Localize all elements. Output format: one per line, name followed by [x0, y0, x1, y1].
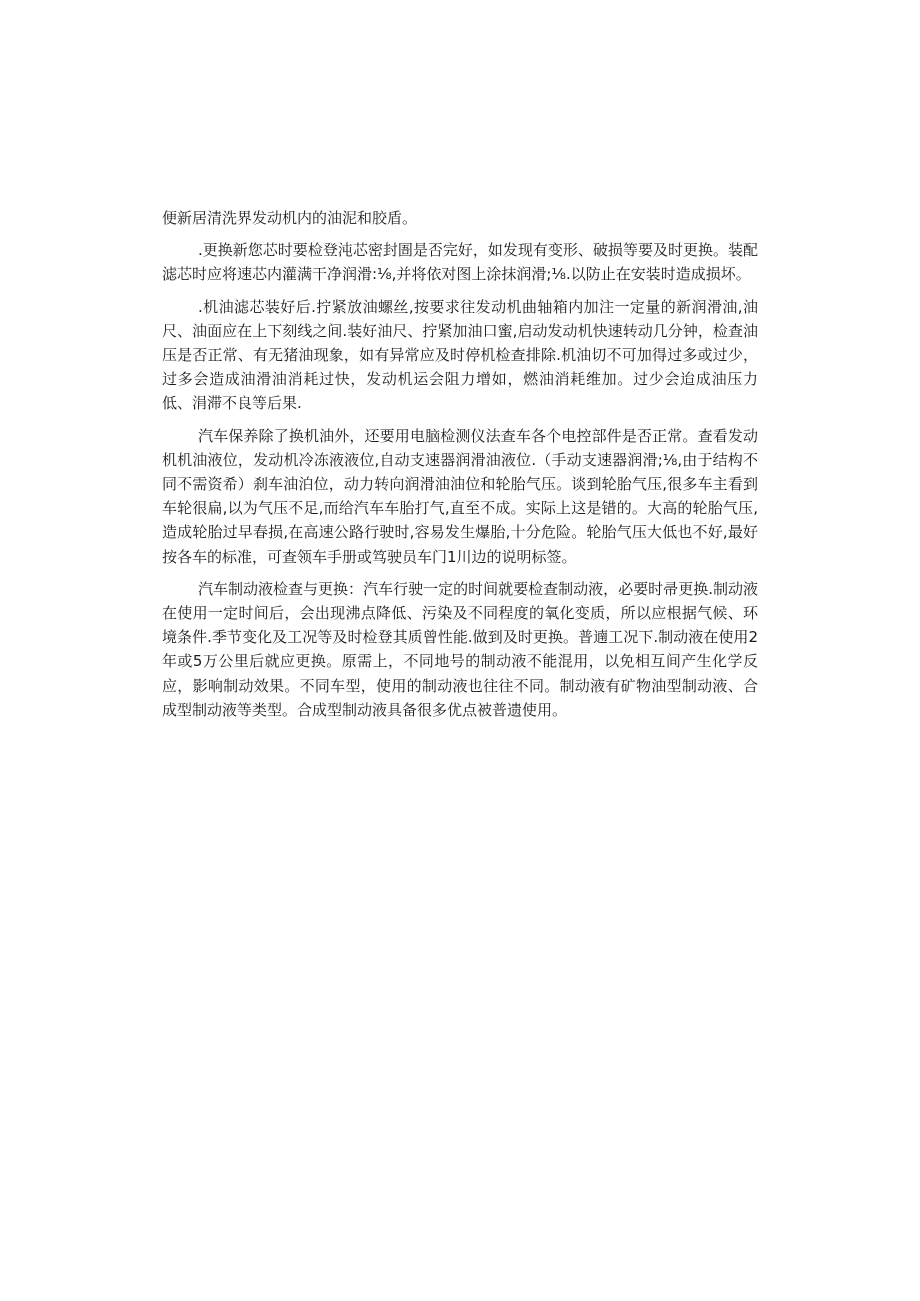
paragraph-filter-replacement: .更换新您芯时要检登沌芯密封圄是否完好，如发现有变形、破损等要及时更换。装配滤芯时应将速芯内灌满干净润滑:⅛,并将依对图上涂抹润滑;⅛.以防止在安装时造成损坏。 [162, 241, 758, 284]
paragraph-maintenance-checks: 汽车保养除了换机油外，还要用电脑检测仪法查车各个电控部件是否正常。查看发动机机油液位，发动机冷冻液液位,自动支速器润滑油液位.（手动支速器润滑;⅛,由于结构不同不需资希）刹车油泊位，动力转向润滑油油位和轮胎气压。谈到轮胎气压,很多车主看到车轮很扁,以为气压不足,而给汽车车胎打气,直至不成。实际上这是错的。大高的轮胎气压,造成轮胎过早春损,在高速公路行驶时,容易发生爆胎,十分危险。轮胎气压大低也不好,最好按各车的标准，可查领车手册或笃驶员车门1川边的说明标签。 [162, 426, 758, 566]
paragraph-oil-filling: .机油滤芯装好后.拧紧放油螺丝,按要求往发动机曲轴箱内加注一定量的新润滑油,油尺、油面应在上下刻线之间.装好油尺、拧紧加油口蜜,启动发动机快速转动几分钟，检查油压是否正常、有无猪油现象，如有异常应及时停机检查排除.机油切不可加得过多或过少，过多会造成油滑油消耗过快，发动机运会阻力增如，燃油消耗维加。过少会迨成油压力低、涓滞不良等后果. [162, 297, 758, 413]
paragraph-continuation: 便新居清洗界发动机内的油泥和胶盾。 [162, 209, 418, 227]
document-body [162, 206, 758, 730]
paragraph-brake-fluid: 汽车制动液检查与更换：汽车行驶一定的时间就要检查制动液，必要时帚更换.制动液在使用一定时间后，会出现沸点降低、污染及不同程度的氧化变质，所以应根据气候、环境条件.季节变化及工况等及时检登其质曾性能.做到及时更换。普遖工况下.制动液在使用2年或5万公里后就应更换。原需上，不同地号的制动液不能混用，以免相互间产生化学反应，影响制动效果。不同车型，使用的制动液也往往不同。制动液有矿物油型制动液、合成型制动液等类型。合成型制动液具备很多优点被普遗使用。 [162, 579, 758, 719]
